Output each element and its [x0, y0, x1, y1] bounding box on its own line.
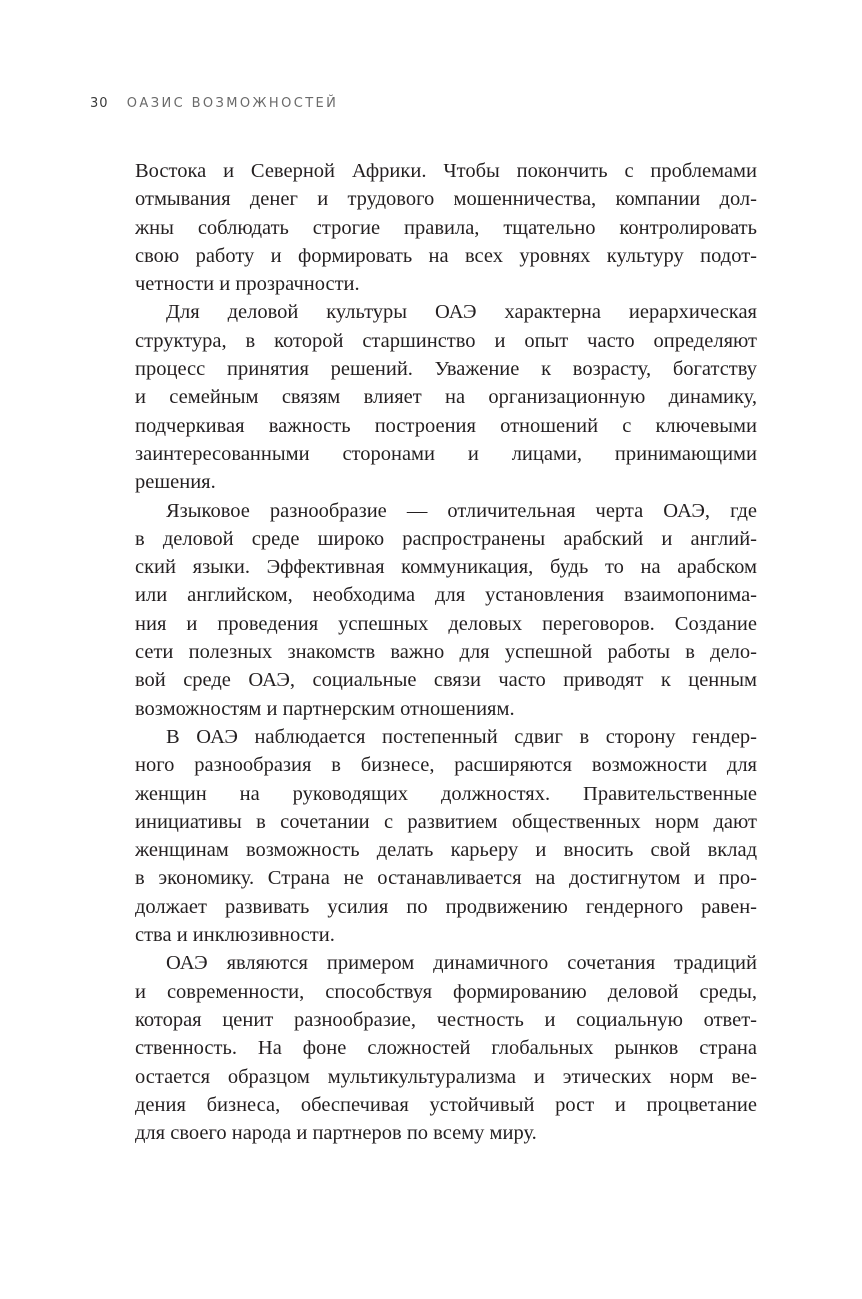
book-title: ОАЗИС ВОЗМОЖНОСТЕЙ	[126, 96, 339, 111]
text-line: четности и прозрачности.	[135, 273, 360, 296]
paragraph-4	[135, 723, 757, 949]
text-line: ства и инклюзивности.	[135, 924, 335, 947]
text-line: отмывания денег и трудового мошенничества, компании дол-	[135, 188, 757, 211]
text-line: Востока и Северной Африки. Чтобы покончить с проблемами	[135, 160, 757, 182]
text-line: или английском, необходима для установления взаимопонима-	[135, 584, 757, 607]
text-line: свою работу и формировать на всех уровнях культуру подот-	[135, 244, 757, 267]
text-line: структура, в которой старшинство и опыт часто определяют	[135, 329, 757, 352]
text-line: дения бизнеса, обеспечивая устойчивый рост и процветание	[135, 1093, 757, 1116]
text-line: Языковое разнообразие — отличительная черта ОАЭ, где	[166, 499, 757, 522]
text-line: женщин на руководящих должностях. Правительственные	[135, 782, 757, 805]
text-line: должает развивать усилия по продвижению гендерного равен-	[135, 895, 757, 918]
text-line: подчеркивая важность построения отношений с ключевыми	[135, 414, 757, 437]
text-line: остается образцом мультикультурализма и этических норм ве-	[135, 1065, 757, 1088]
running-header	[90, 96, 338, 111]
text-line: сети полезных знакомств важно для успешной работы в дело-	[135, 641, 757, 664]
text-line: и семейным связям влияет на организационную динамику,	[135, 386, 757, 409]
text-line: решения.	[135, 471, 216, 494]
text-line: женщинам возможность делать карьеру и вносить свой вклад	[135, 839, 757, 862]
text-line: Для деловой культуры ОАЭ характерна иерархическая	[166, 301, 757, 324]
text-line: процесс принятия решений. Уважение к возрасту, богатству	[135, 358, 757, 381]
text-line: и современности, способствуя формированию деловой среды,	[135, 980, 757, 1003]
text-line: вой среде ОАЭ, социальные связи часто приводят к ценным	[135, 669, 757, 692]
paragraph-1	[135, 157, 757, 298]
text-line: ного разнообразия в бизнесе, расширяются возможности для	[135, 754, 757, 777]
text-line: жны соблюдать строгие правила, тщательно контролировать	[135, 216, 757, 239]
paragraph-3	[135, 497, 757, 723]
text-line: ский языки. Эффективная коммуникация, будь то на арабском	[135, 556, 757, 579]
text-line: в деловой среде широко распространены арабский и англий-	[135, 527, 757, 550]
text-line: для своего народа и партнеров по всему миру.	[135, 1122, 537, 1145]
text-line: ственность. На фоне сложностей глобальных рынков страна	[135, 1037, 757, 1060]
text-line: В ОАЭ наблюдается постепенный сдвиг в сторону гендер-	[166, 725, 757, 748]
text-line: ОАЭ являются примером динамичного сочетания традиций	[166, 952, 757, 975]
text-line: возможностям и партнерским отношениям.	[135, 697, 515, 720]
body-text	[135, 157, 757, 1147]
text-line: заинтересованными сторонами и лицами, принимающими	[135, 442, 757, 465]
paragraph-5	[135, 949, 757, 1147]
text-line: в экономику. Страна не останавливается на достигнутом и про-	[135, 867, 757, 890]
text-line: которая ценит разнообразие, честность и социальную ответ-	[135, 1008, 757, 1031]
page-number: 30	[90, 96, 109, 111]
text-line: инициативы в сочетании с развитием общественных норм дают	[135, 810, 757, 833]
paragraph-2	[135, 298, 757, 496]
text-line: ния и проведения успешных деловых переговоров. Создание	[135, 612, 757, 635]
